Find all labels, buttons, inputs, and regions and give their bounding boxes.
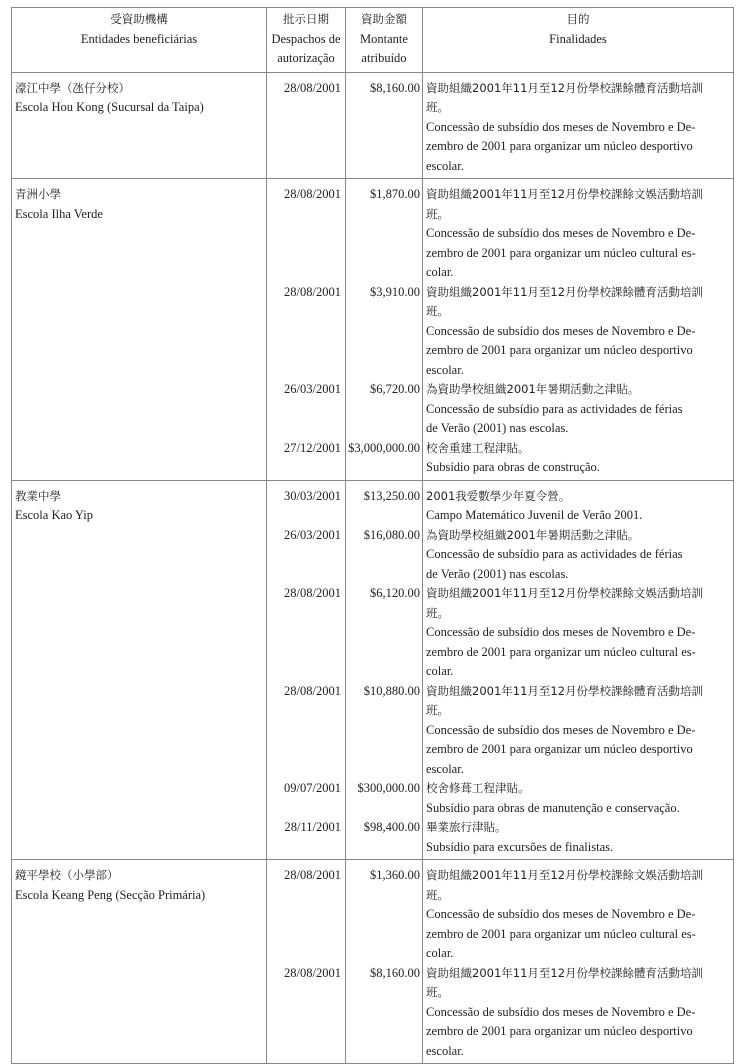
date-cell [267, 179, 346, 481]
grant-date-block [267, 185, 345, 283]
grant-purpose-line: escolar. [426, 158, 464, 173]
grant-purpose-line: de Verão (2001) nas escolas. [426, 566, 569, 581]
entity-name-zh: 濠江中學（氹仔分校） [15, 80, 130, 95]
header-date-pt2: autorização [277, 51, 335, 65]
grant-amount: $16,080.00 [363, 527, 420, 542]
grant-date: 28/08/2001 [284, 868, 341, 882]
grant-purpose-line: 班。 [426, 206, 449, 221]
header-amount-zh: 資助金額 [361, 12, 407, 26]
entity-cell [12, 72, 267, 179]
table-row [12, 860, 734, 1064]
header-entity [12, 8, 267, 73]
grant-date-block [267, 487, 345, 526]
grant-amount: $8,160.00 [370, 80, 420, 95]
grant-date: 28/08/2001 [284, 187, 341, 201]
grant-purpose-line: Concessão de subsídio dos meses de Novembro e De- [426, 1004, 696, 1019]
grant-purpose-line: Concessão de subsídio dos meses de Novembro e De- [426, 226, 696, 240]
grant-purpose-line: Campo Matemático Juvenil de Verão 2001. [426, 508, 643, 522]
grant-purpose-line: Concessão de subsídio dos meses de Novembro e De- [426, 907, 696, 921]
grant-purpose-line: colar. [426, 664, 454, 678]
grant-purpose-line: Concessão de subsídio para as actividades de férias [426, 547, 683, 561]
grant-purpose-line: escolar. [426, 362, 464, 377]
grant-date: 28/08/2001 [284, 965, 341, 980]
purpose-cell [423, 860, 734, 1064]
date-cell [267, 480, 346, 860]
grant-date-block [267, 79, 345, 177]
grant-purpose-line: colar. [426, 946, 454, 960]
grant-purpose-line: 資助組織2001年11月至12月份學校課餘體育活動培訓 [426, 683, 704, 698]
grant-date: 26/03/2001 [284, 382, 341, 396]
grant-amount: $8,160.00 [370, 965, 420, 980]
grant-purpose-line: 資助組織2001年11月至12月份學校課餘文娛活動培訓 [426, 187, 704, 201]
grant-amount-block [346, 439, 422, 478]
grant-purpose-line: colar. [426, 265, 454, 279]
purpose-cell [423, 179, 734, 481]
grant-amount-block [346, 380, 422, 439]
amount-cell [346, 72, 423, 179]
grant-purpose-line: 班。 [426, 100, 449, 114]
table-row [12, 480, 734, 860]
grant-date: 28/11/2001 [284, 820, 341, 834]
grant-amount: $3,000,000.00 [348, 440, 420, 455]
grant-purpose-line: zembro de 2001 para organizar um núcleo desportivo [426, 343, 693, 357]
purpose-cell [423, 480, 734, 860]
header-amount-pt1: Montante [360, 31, 408, 46]
date-cell [267, 72, 346, 179]
grant-amount: $98,400.00 [363, 820, 420, 834]
entity-name-pt: Escola Ilha Verde [15, 206, 103, 221]
amount-cell [346, 179, 423, 481]
grant-purpose-line: 為資助學校組織2001年暑期活動之津貼。 [426, 382, 640, 396]
grant-date-block [267, 283, 345, 381]
grant-purpose-line: Subsídio para excursões de finalistas. [426, 839, 614, 854]
grant-amount-block [346, 584, 422, 682]
grant-amount-block [346, 964, 422, 1062]
purpose-cell [423, 72, 734, 179]
grant-amount: $1,360.00 [370, 868, 420, 882]
grant-purpose-line: escolar. [426, 1043, 464, 1058]
grant-purpose-line: 班。 [426, 985, 449, 999]
grant-date: 28/08/2001 [284, 80, 341, 95]
grant-amount-block [346, 283, 422, 381]
header-amount [346, 8, 423, 73]
grant-amount: $300,000.00 [357, 781, 420, 795]
grant-purpose-line: 畢業旅行津貼。 [426, 820, 507, 834]
grant-purpose-line: Concessão de subsídio dos meses de Novembro e De- [426, 625, 696, 639]
grant-amount: $3,910.00 [370, 284, 420, 299]
grant-date: 28/08/2001 [284, 683, 341, 698]
grant-purpose-line: 資助組織2001年11月至12月份學校課餘體育活動培訓 [426, 965, 704, 980]
grant-amount-block [346, 866, 422, 964]
entity-name-pt: Escola Kao Yip [15, 508, 93, 522]
grant-date-block [267, 584, 345, 682]
grant-date-block [267, 866, 345, 964]
grant-purpose-line: zembro de 2001 para organizar um núcleo desportivo [426, 139, 693, 153]
grant-purpose-line: Concessão de subsídio dos meses de Novembro e De- [426, 722, 696, 737]
grant-purpose-line: 2001我爱數學少年夏令營。 [426, 488, 571, 503]
grant-date-block [267, 682, 345, 780]
grant-date: 26/03/2001 [284, 527, 341, 542]
grant-purpose-line: zembro de 2001 para organizar um núcleo desportivo [426, 1024, 693, 1038]
table-header-row [12, 8, 734, 73]
grant-amount-block [346, 682, 422, 780]
entity-name-zh: 鏡平學校（小學部） [15, 868, 119, 882]
header-purpose [423, 8, 734, 73]
grant-date: 09/07/2001 [284, 781, 341, 795]
grant-amount-block [346, 185, 422, 283]
grant-purpose-line: 資助組織2001年11月至12月份學校課餘體育活動培訓 [426, 284, 704, 299]
grant-amount-block [346, 487, 422, 526]
grant-amount-block [346, 79, 422, 177]
grant-purpose-line: zembro de 2001 para organizar um núcleo desportivo [426, 742, 693, 756]
entity-name-zh: 青洲小學 [15, 187, 61, 201]
grant-amount: $13,250.00 [363, 488, 420, 503]
table-row [12, 179, 734, 481]
grant-date-block [267, 818, 345, 857]
header-entity-pt: Entidades beneficiárias [80, 31, 198, 46]
grant-purpose-line: 班。 [426, 887, 449, 902]
grant-purpose-line: Subsídio para obras de construção. [426, 460, 600, 474]
grant-amount-block [346, 779, 422, 818]
grant-date: 27/12/2001 [284, 440, 341, 455]
entity-name-zh: 教業中學 [15, 488, 61, 503]
grant-amount-block [346, 526, 422, 585]
grant-amount: $1,870.00 [370, 187, 420, 201]
header-date-zh: 批示日期 [283, 12, 329, 26]
header-entity-zh: 受資助機構 [110, 12, 168, 26]
grant-amount: $10,880.00 [363, 683, 420, 698]
grant-date-block [267, 964, 345, 1062]
grant-purpose-line: zembro de 2001 para organizar um núcleo cultural es- [426, 245, 696, 260]
grant-purpose-line: Concessão de subsídio dos meses de Novembro e De- [426, 323, 696, 338]
entity-name-pt: Escola Hou Kong (Sucursal da Taipa) [15, 100, 204, 114]
grant-purpose-line: 資助組織2001年11月至12月份學校課餘文娛活動培訓 [426, 868, 704, 882]
header-amount-pt2: atribuído [361, 51, 407, 65]
amount-cell [346, 480, 423, 860]
grant-purpose-line: de Verão (2001) nas escolas. [426, 421, 569, 435]
grant-purpose-line: Concessão de subsídio para as actividades de férias [426, 401, 683, 416]
grant-purpose-line: 校舍重建工程津貼。 [426, 440, 530, 455]
header-date [267, 8, 346, 73]
entity-cell [12, 860, 267, 1064]
header-purpose-zh: 目的 [566, 12, 590, 26]
grant-date: 30/03/2001 [284, 488, 341, 503]
grant-purpose-line: zembro de 2001 para organizar um núcleo cultural es- [426, 644, 696, 659]
grant-date: 28/08/2001 [284, 284, 341, 299]
grant-purpose-line: Concessão de subsídio dos meses de Novembro e De- [426, 119, 696, 134]
grant-purpose-line: 資助組織2001年11月至12月份學校課餘體育活動培訓 [426, 80, 704, 95]
table-body [12, 72, 734, 1064]
grant-purpose-line: zembro de 2001 para organizar um núcleo cultural es- [426, 926, 696, 941]
entity-name-pt: Escola Keang Peng (Secção Primária) [15, 887, 206, 902]
subsidy-table [11, 7, 734, 1064]
entity-cell [12, 179, 267, 481]
grant-amount-block [346, 818, 422, 857]
grant-date: 28/08/2001 [284, 586, 341, 600]
grant-purpose-line: 資助組織2001年11月至12月份學校課餘文娛活動培訓 [426, 586, 704, 600]
grant-date-block [267, 439, 345, 478]
amount-cell [346, 860, 423, 1064]
table-row [12, 72, 734, 179]
entity-cell [12, 480, 267, 860]
grant-purpose-line: 班。 [426, 703, 449, 717]
header-date-pt1: Despachos de [271, 31, 341, 46]
grant-purpose-line: escolar. [426, 761, 464, 776]
grant-purpose-line: 為資助學校組織2001年暑期活動之津貼。 [426, 527, 640, 542]
date-cell [267, 860, 346, 1064]
grant-purpose-line: 校舍修葺工程津貼。 [426, 781, 530, 795]
grant-purpose-line: Subsídio para obras de manutenção e conservação. [426, 800, 680, 815]
grant-amount: $6,120.00 [370, 586, 420, 600]
header-purpose-pt: Finalidades [549, 31, 607, 46]
grant-date-block [267, 380, 345, 439]
grant-date-block [267, 779, 345, 818]
grant-purpose-line: 班。 [426, 605, 449, 620]
grant-amount: $6,720.00 [370, 382, 420, 396]
grant-purpose-line: 班。 [426, 304, 449, 318]
grant-date-block [267, 526, 345, 585]
